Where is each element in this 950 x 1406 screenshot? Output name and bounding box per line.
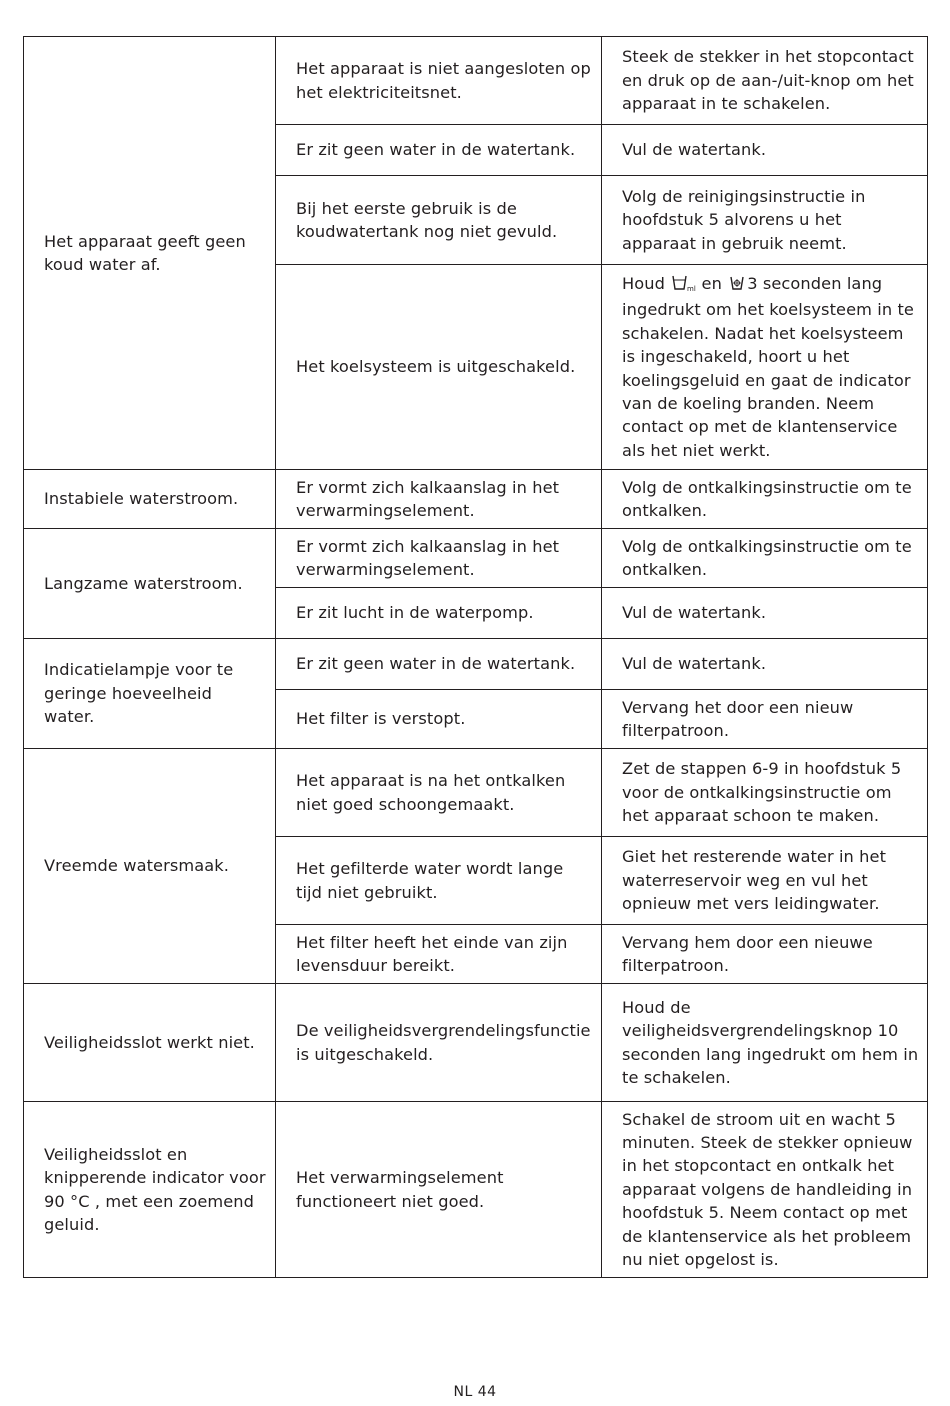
cause-cell: Er zit geen water in de watertank. [276, 639, 602, 690]
table-row [24, 639, 928, 690]
solution-cell: Vervang hem door een nieuwe filterpatroon. [602, 925, 928, 984]
solution-text-pre: Houd [622, 273, 666, 293]
problem-cell: Langzame waterstroom. [24, 529, 276, 639]
solution-text-mid: en [701, 273, 722, 293]
solution-cell: Steek de stekker in het stopcontact en druk op de aan-/uit-knop om het apparaat in te schakelen. [602, 37, 928, 125]
solution-cell: Schakel de stroom uit en wacht 5 minuten. Steek de stekker opnieuw in het stopcontact en ontkalk het apparaat volgens de handleiding in hoofdstuk 5. Neem contact op met de klantenservice als het probleem nu niet opgelost is. [602, 1102, 928, 1278]
problem-cell: Instabiele waterstroom. [24, 470, 276, 529]
solution-cell: Zet de stappen 6-9 in hoofdstuk 5 voor de ontkalkingsinstructie om het apparaat schoon te maken. [602, 749, 928, 837]
cause-cell: Er vormt zich kalkaanslag in het verwarmingselement. [276, 529, 602, 588]
cold-water-icon [727, 274, 747, 298]
cause-cell: Het filter is verstopt. [276, 690, 602, 749]
page-number: NL 44 [453, 1384, 497, 1400]
solution-cell: Volg de ontkalkingsinstructie om te ontkalken. [602, 529, 928, 588]
solution-cell: Giet het resterende water in het waterreservoir weg en vul het opnieuw met vers leidingwater. [602, 837, 928, 925]
solution-cell: Vul de watertank. [602, 125, 928, 176]
problem-cell: Veiligheidsslot en knipperende indicator voor 90 °C , met een zoemend geluid. [24, 1102, 276, 1278]
table-row [24, 529, 928, 588]
solution-cell: Volg de reinigingsinstructie in hoofdstuk 5 alvorens u het apparaat in gebruik neemt. [602, 176, 928, 265]
cause-cell: De veiligheidsvergrendelingsfunctie is uitgeschakeld. [276, 984, 602, 1102]
solution-cell: Houd de veiligheidsvergrendelingsknop 10 seconden lang ingedrukt om hem in te schakelen. [602, 984, 928, 1102]
solution-cell: Volg de ontkalkingsinstructie om te ontkalken. [602, 470, 928, 529]
table-row [24, 1102, 928, 1278]
cause-cell: Het gefilterde water wordt lange tijd niet gebruikt. [276, 837, 602, 925]
table-row [24, 749, 928, 837]
table-row [24, 37, 928, 125]
cause-cell: Het apparaat is na het ontkalken niet goed schoongemaakt. [276, 749, 602, 837]
problem-cell: Het apparaat geeft geen koud water af. [24, 37, 276, 470]
solution-text-post: 3 seconden lang ingedrukt om het koelsysteem in te schakelen. Nadat het koelsysteem is ingeschakeld, hoort u het koelingsgeluid en gaat de indicator van de koeling branden. Neem contact op met de klantenservice als het niet werkt. [622, 273, 914, 460]
solution-cell: Vervang het door een nieuw filterpatroon. [602, 690, 928, 749]
solution-cell [602, 265, 928, 470]
solution-cell: Vul de watertank. [602, 588, 928, 639]
cause-cell: Het koelsysteem is uitgeschakeld. [276, 265, 602, 470]
table-row [24, 470, 928, 529]
cup-ml-icon [670, 274, 696, 298]
solution-cell: Vul de watertank. [602, 639, 928, 690]
problem-cell: Indicatielampje voor te geringe hoeveelheid water. [24, 639, 276, 749]
troubleshooting-table [23, 36, 928, 1278]
table-row [24, 984, 928, 1102]
problem-cell: Veiligheidsslot werkt niet. [24, 984, 276, 1102]
cause-cell: Er vormt zich kalkaanslag in het verwarmingselement. [276, 470, 602, 529]
cause-cell: Er zit geen water in de watertank. [276, 125, 602, 176]
cause-cell: Er zit lucht in de waterpomp. [276, 588, 602, 639]
cause-cell: Het verwarmingselement functioneert niet goed. [276, 1102, 602, 1278]
svg-text:ml: ml [687, 284, 697, 292]
problem-cell: Vreemde watersmaak. [24, 749, 276, 984]
cause-cell: Het apparaat is niet aangesloten op het elektriciteitsnet. [276, 37, 602, 125]
cause-cell: Bij het eerste gebruik is de koudwatertank nog niet gevuld. [276, 176, 602, 265]
cause-cell: Het filter heeft het einde van zijn levensduur bereikt. [276, 925, 602, 984]
